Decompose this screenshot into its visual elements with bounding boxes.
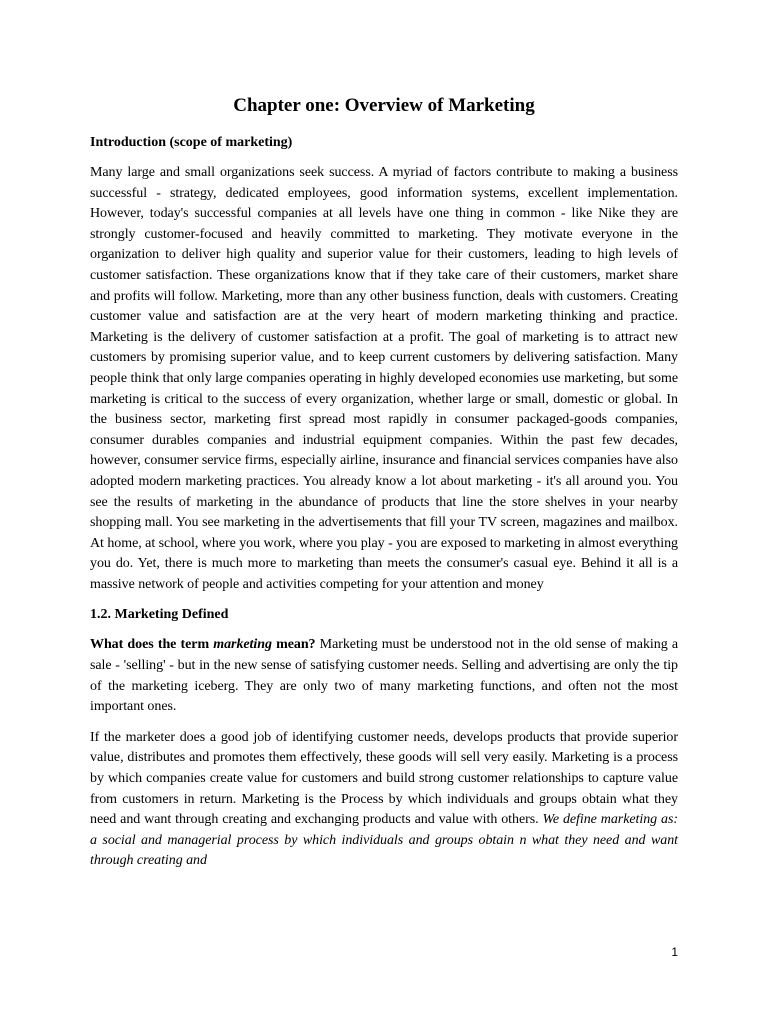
- chapter-title: Chapter one: Overview of Marketing: [233, 95, 535, 116]
- intro-paragraph: Many large and small organizations seek success. A myriad of factors contribute to making a business successful - strategy, dedicated employees, good information systems, excellent implementation. However, today's successful companies at all levels have one thing in common - like Nike they are strongly customer-focused and heavily committed to marketing. They motivate everyone in the organization to deliver high quality and superior value for their customers, leading to high levels of customer satisfaction. These organizations know that if they take care of their customers, market share and profits will follow. Marketing, more than any other business function, deals with customers. Creating customer value and satisfaction are at the very heart of modern marketing thinking and practice. Marketing is the delivery of customer satisfaction at a profit. The goal of marketing is to attract new customers by promising superior value, and to keep current customers by delivering satisfaction. Many people think that only large companies operating in highly developed economies use marketing, but some marketing is critical to the success of every organization, whether large or small, domestic or global. In the business sector, marketing first spread most rapidly in consumer packaged-goods companies, consumer durables companies and industrial equipment companies. Within the past few decades, however, consumer service firms, especially airline, insurance and financial services companies have also adopted modern marketing practices. You already know a lot about marketing - it's all around you. You see the results of marketing in the abundance of products that line the store shelves in your nearby shopping mall. You see marketing in the advertisements that fill your TV screen, magazines and mailbox. At home, at school, where you work, where you play - you are exposed to marketing in almost everything you do. Yet, there is much more to marketing than meets the consumer's casual eye. Behind it all is a massive network of people and activities competing for your attention and money: [90, 165, 678, 592]
- question-lead: What does the term: [90, 637, 214, 653]
- definition-italic: We define marketing as: a social and managerial process by which individuals and groups obtain n what they need and want through creating and: [90, 812, 678, 869]
- marketing-definition-paragraph: [90, 728, 678, 872]
- definition-body: If the marketer does a good job of identifying customer needs, develops products that provide superior value, distributes and promotes them effectively, these goods will sell very easily. Marketing is a process by which companies create value for customers and build strong customer relationships to capture value from customers in return. Marketing is the Process by which individuals and groups obtain what they need and want through creating and exchanging products and value with others.: [90, 729, 678, 828]
- page-number: 1: [671, 945, 678, 959]
- document-page: [90, 94, 678, 882]
- question-tail: mean?: [271, 637, 316, 653]
- section-heading: 1.2. Marketing Defined: [90, 607, 229, 623]
- question-answer: Marketing must be understood not in the old sense of making a sale - 'selling' - but in the new sense of satisfying customer needs. Selling and advertising are only the tip of the marketing iceberg. They are only two of many marketing functions, and often not the most important ones.: [90, 637, 678, 715]
- question-term: marketing: [213, 637, 272, 653]
- intro-heading: Introduction (scope of marketing): [90, 135, 293, 150]
- definition-question-paragraph: [90, 635, 678, 717]
